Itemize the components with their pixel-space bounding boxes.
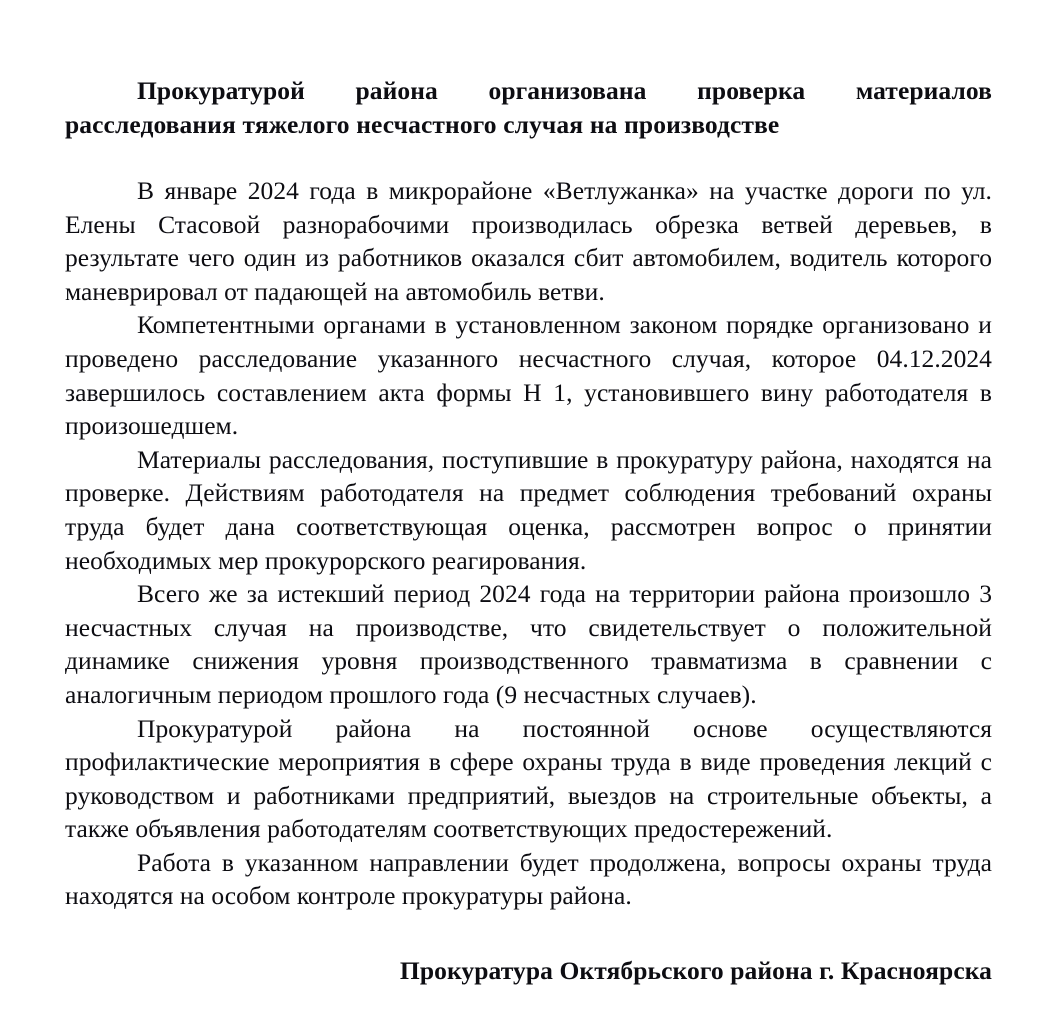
body-paragraph-2: Компетентными органами в установленном законом порядке организовано и проведено расследование указанного несчастного случая, которое 04.12.2024 завершилось составлением акта формы Н 1, установившего вину работодателя в произошедшем. [65, 310, 992, 441]
document-body [65, 174, 992, 913]
body-paragraph-1: В январе 2024 года в микрорайоне «Ветлужанка» на участке дороги по ул. Елены Стасовой разнорабочими производилась обрезка ветвей деревьев, в результате чего один из работников оказался сбит автомобилем, водитель которого маневрировал от падающей на автомобиль ветви. [65, 176, 992, 306]
document-signature: Прокуратура Октябрьского района г. Красноярска [399, 956, 992, 986]
document-title: Прокуратурой района организована проверка материалов расследования тяжелого несчастного случая на производстве [65, 76, 992, 139]
body-paragraph-3: Материалы расследования, поступившие в прокуратуру района, находятся на проверке. Действиям работодателя на предмет соблюдения требований охраны труда будет дана соответствующая оценка, рассмотрен вопрос о принятии необходимых мер прокурорского реагирования. [65, 444, 992, 575]
body-paragraph-4: Всего же за истекший период 2024 года на территории района произошло 3 несчастных случая на производстве, что свидетельствует о положительной динамике снижения уровня производственного травматизма в сравнении с аналогичным периодом прошлого года (9 несчастных случаев). [65, 579, 992, 709]
document-content [65, 74, 992, 988]
body-paragraph-5: Прокуратурой района на постоянной основе осуществляются профилактические мероприятия в сфере охраны труда в виде проведения лекций с руководством и работниками предприятий, выездов на строительные объекты, а также объявления работодателям соответствующих предостережений. [65, 713, 992, 844]
body-paragraph-6: Работа в указанном направлении будет продолжена, вопросы охраны труда находятся на особом контроле прокуратуры района. [65, 847, 992, 911]
